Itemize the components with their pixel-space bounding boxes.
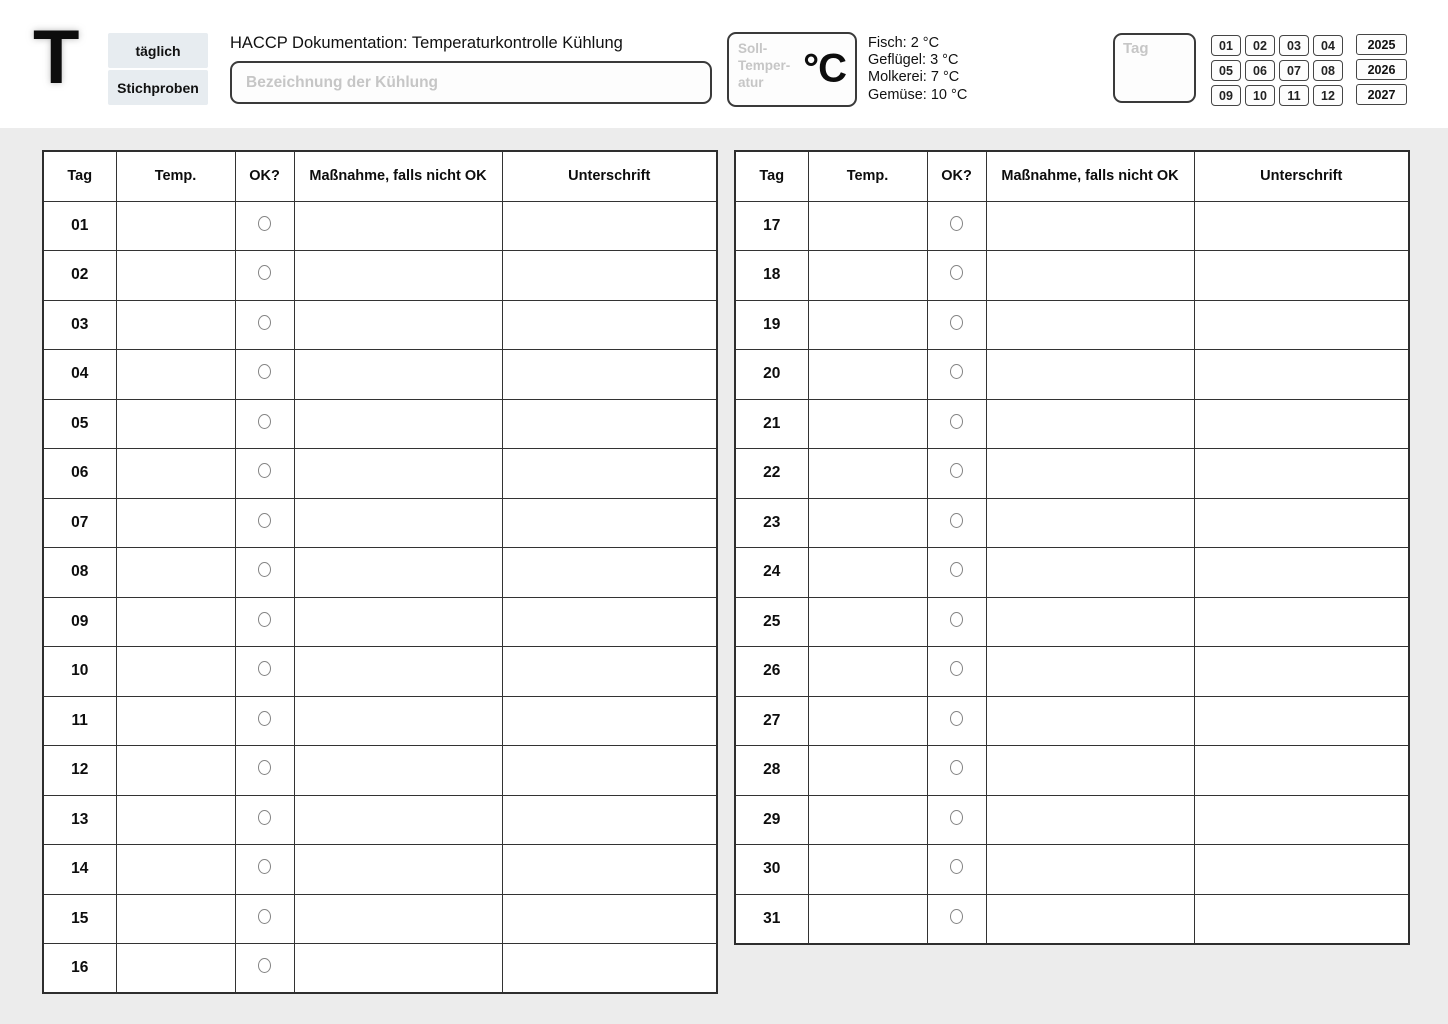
ok-cell	[235, 498, 294, 548]
day-label: 21	[735, 399, 808, 449]
reference-temp-line: Geflügel: 3 °C	[868, 52, 959, 69]
ok-radio[interactable]	[950, 216, 963, 231]
month-option-07[interactable]: 07	[1279, 60, 1309, 81]
table-row	[43, 548, 717, 598]
day-label: 31	[735, 894, 808, 944]
day-label: 16	[43, 944, 116, 994]
day-label: 20	[735, 350, 808, 400]
ok-cell	[235, 350, 294, 400]
signature-cell[interactable]	[502, 399, 717, 449]
day-label: 25	[735, 597, 808, 647]
ok-cell	[235, 300, 294, 350]
ok-radio[interactable]	[950, 315, 963, 330]
signature-cell[interactable]	[502, 350, 717, 400]
measure-cell[interactable]	[986, 251, 1194, 301]
day-label: 04	[43, 350, 116, 400]
table-row	[735, 845, 1409, 895]
signature-cell[interactable]	[1194, 548, 1409, 598]
ok-radio[interactable]	[258, 859, 271, 874]
ok-radio[interactable]	[258, 364, 271, 379]
table-row	[735, 399, 1409, 449]
column-header: Tag	[735, 151, 808, 201]
ok-cell	[235, 944, 294, 994]
day-label: 26	[735, 647, 808, 697]
signature-cell[interactable]	[502, 300, 717, 350]
day-label: 05	[43, 399, 116, 449]
column-header: Maßnahme, falls nicht OK	[294, 151, 502, 201]
column-header: Temp.	[116, 151, 235, 201]
signature-cell[interactable]	[502, 894, 717, 944]
year-option-2025[interactable]: 2025	[1356, 34, 1407, 55]
temp-cell[interactable]	[116, 300, 235, 350]
ok-radio[interactable]	[950, 612, 963, 627]
day-label: 09	[43, 597, 116, 647]
temp-cell[interactable]	[808, 894, 927, 944]
column-header: Unterschrift	[1194, 151, 1409, 201]
month-option-03[interactable]: 03	[1279, 35, 1309, 56]
frequency-button-taeglich[interactable]: täglich	[108, 33, 208, 68]
table-row	[43, 795, 717, 845]
signature-cell[interactable]	[502, 251, 717, 301]
day-label: 10	[43, 647, 116, 697]
ok-cell	[927, 498, 986, 548]
frequency-toggle-group	[108, 33, 208, 105]
month-option-05[interactable]: 05	[1211, 60, 1241, 81]
signature-cell[interactable]	[502, 795, 717, 845]
temp-cell[interactable]	[808, 845, 927, 895]
signature-cell[interactable]	[502, 647, 717, 697]
ok-cell	[235, 399, 294, 449]
table-row	[735, 696, 1409, 746]
table-row	[735, 350, 1409, 400]
temp-cell[interactable]	[808, 201, 927, 251]
month-option-10[interactable]: 10	[1245, 85, 1275, 106]
brand-logo-t: T	[33, 15, 80, 100]
temp-cell[interactable]	[116, 894, 235, 944]
month-option-04[interactable]: 04	[1313, 35, 1343, 56]
measure-cell[interactable]	[294, 845, 502, 895]
ok-cell	[927, 251, 986, 301]
signature-cell[interactable]	[1194, 399, 1409, 449]
table-row	[735, 548, 1409, 598]
day-label: 15	[43, 894, 116, 944]
table-row	[735, 647, 1409, 697]
table-row	[43, 597, 717, 647]
cooling-name-input[interactable]	[230, 61, 712, 104]
reference-temp-line: Fisch: 2 °C	[868, 35, 940, 51]
table-row	[43, 251, 717, 301]
month-option-11[interactable]: 11	[1279, 85, 1309, 106]
measure-cell[interactable]	[986, 350, 1194, 400]
month-option-09[interactable]: 09	[1211, 85, 1241, 106]
ok-cell	[927, 300, 986, 350]
measure-cell[interactable]	[294, 449, 502, 499]
ok-radio[interactable]	[258, 265, 271, 280]
ok-cell	[927, 845, 986, 895]
ok-cell	[927, 399, 986, 449]
table-row	[43, 201, 717, 251]
ok-cell	[927, 597, 986, 647]
temp-cell[interactable]	[116, 399, 235, 449]
temp-cell[interactable]	[808, 251, 927, 301]
measure-cell[interactable]	[294, 350, 502, 400]
day-label: 11	[43, 696, 116, 746]
ok-radio[interactable]	[258, 463, 271, 478]
column-header: Unterschrift	[502, 151, 717, 201]
measure-cell[interactable]	[294, 498, 502, 548]
target-temperature-placeholder	[738, 40, 790, 91]
ok-cell	[927, 548, 986, 598]
ok-radio[interactable]	[258, 909, 271, 924]
signature-cell[interactable]	[1194, 201, 1409, 251]
table-row	[43, 894, 717, 944]
ok-radio[interactable]	[258, 760, 271, 775]
ok-radio[interactable]	[950, 364, 963, 379]
table-row	[43, 350, 717, 400]
table-row	[43, 944, 717, 994]
ok-cell	[927, 350, 986, 400]
temp-cell[interactable]	[116, 944, 235, 994]
ok-radio[interactable]	[950, 661, 963, 676]
day-label: 23	[735, 498, 808, 548]
ok-cell	[927, 795, 986, 845]
ok-cell	[235, 647, 294, 697]
target-temperature-placeholder-line: atur	[738, 75, 764, 90]
month-selector	[1211, 35, 1343, 106]
table-header-row	[43, 151, 717, 201]
month-option-02[interactable]: 02	[1245, 35, 1275, 56]
ok-cell	[927, 696, 986, 746]
day-label: 07	[43, 498, 116, 548]
ok-radio[interactable]	[258, 958, 271, 973]
table-row	[735, 449, 1409, 499]
signature-cell[interactable]	[1194, 894, 1409, 944]
temp-cell[interactable]	[808, 498, 927, 548]
temp-cell[interactable]	[808, 746, 927, 796]
ok-radio[interactable]	[950, 562, 963, 577]
measure-cell[interactable]	[294, 548, 502, 598]
signature-cell[interactable]	[1194, 300, 1409, 350]
temp-cell[interactable]	[116, 548, 235, 598]
ok-radio[interactable]	[258, 414, 271, 429]
ok-cell	[235, 696, 294, 746]
column-header: OK?	[235, 151, 294, 201]
ok-radio[interactable]	[258, 612, 271, 627]
temp-cell[interactable]	[116, 498, 235, 548]
signature-cell[interactable]	[1194, 597, 1409, 647]
measure-cell[interactable]	[986, 647, 1194, 697]
measure-cell[interactable]	[986, 597, 1194, 647]
measure-cell[interactable]	[294, 251, 502, 301]
measure-cell[interactable]	[986, 696, 1194, 746]
temp-cell[interactable]	[116, 449, 235, 499]
table-row	[43, 746, 717, 796]
year-selector	[1356, 34, 1407, 105]
table-row	[43, 449, 717, 499]
day-label: 03	[43, 300, 116, 350]
table-row	[735, 251, 1409, 301]
ok-cell	[235, 746, 294, 796]
signature-cell[interactable]	[1194, 449, 1409, 499]
temp-cell[interactable]	[116, 201, 235, 251]
reference-temperatures	[868, 35, 967, 104]
measure-cell[interactable]	[294, 399, 502, 449]
measure-cell[interactable]	[294, 944, 502, 994]
month-option-01[interactable]: 01	[1211, 35, 1241, 56]
temp-cell[interactable]	[116, 795, 235, 845]
measure-cell[interactable]	[294, 201, 502, 251]
ok-radio[interactable]	[258, 315, 271, 330]
signature-cell[interactable]	[1194, 498, 1409, 548]
table-header-row	[735, 151, 1409, 201]
table-row	[43, 845, 717, 895]
day-label: 08	[43, 548, 116, 598]
reference-temp-line: Gemüse: 10 °C	[868, 86, 968, 103]
day-label: 24	[735, 548, 808, 598]
ok-radio[interactable]	[950, 711, 963, 726]
table-row	[43, 696, 717, 746]
temp-cell[interactable]	[808, 449, 927, 499]
day-label: 27	[735, 696, 808, 746]
temp-cell[interactable]	[808, 647, 927, 697]
temp-cell[interactable]	[116, 746, 235, 796]
signature-cell[interactable]	[1194, 350, 1409, 400]
ok-radio[interactable]	[258, 711, 271, 726]
day-label: 01	[43, 201, 116, 251]
signature-cell[interactable]	[502, 746, 717, 796]
table-row	[735, 795, 1409, 845]
column-header: Temp.	[808, 151, 927, 201]
ok-radio[interactable]	[950, 513, 963, 528]
ok-cell	[235, 894, 294, 944]
ok-radio[interactable]	[950, 909, 963, 924]
signature-cell[interactable]	[1194, 795, 1409, 845]
ok-radio[interactable]	[258, 216, 271, 231]
temperature-log-table-days-1-16	[42, 150, 718, 994]
table-row	[735, 894, 1409, 944]
ok-radio[interactable]	[258, 810, 271, 825]
celsius-unit-label: °C	[803, 46, 846, 91]
target-temperature-placeholder-line: Soll-	[738, 41, 768, 56]
column-header: Maßnahme, falls nicht OK	[986, 151, 1194, 201]
measure-cell[interactable]	[294, 647, 502, 697]
signature-cell[interactable]	[502, 498, 717, 548]
measure-cell[interactable]	[986, 300, 1194, 350]
measure-cell[interactable]	[986, 498, 1194, 548]
ok-cell	[927, 647, 986, 697]
table-row	[43, 300, 717, 350]
temp-cell[interactable]	[808, 696, 927, 746]
temp-cell[interactable]	[808, 399, 927, 449]
target-temperature-input[interactable]	[727, 32, 857, 107]
column-header: OK?	[927, 151, 986, 201]
column-header: Tag	[43, 151, 116, 201]
ok-radio[interactable]	[950, 859, 963, 874]
table-row	[43, 498, 717, 548]
temp-cell[interactable]	[116, 696, 235, 746]
measure-cell[interactable]	[294, 894, 502, 944]
year-option-2027[interactable]: 2027	[1356, 84, 1407, 105]
table-row	[735, 597, 1409, 647]
signature-cell[interactable]	[502, 944, 717, 994]
temp-cell[interactable]	[116, 350, 235, 400]
measure-cell[interactable]	[986, 894, 1194, 944]
signature-cell[interactable]	[1194, 746, 1409, 796]
signature-cell[interactable]	[502, 845, 717, 895]
ok-cell	[235, 795, 294, 845]
signature-cell[interactable]	[502, 449, 717, 499]
ok-radio[interactable]	[258, 562, 271, 577]
signature-cell[interactable]	[1194, 251, 1409, 301]
day-label: 02	[43, 251, 116, 301]
page-title: HACCP Dokumentation: Temperaturkontrolle Kühlung	[230, 34, 623, 52]
measure-cell[interactable]	[294, 597, 502, 647]
ok-cell	[235, 201, 294, 251]
temp-cell[interactable]	[808, 350, 927, 400]
day-label: 18	[735, 251, 808, 301]
ok-radio[interactable]	[950, 760, 963, 775]
header-bar	[0, 0, 1448, 128]
ok-cell	[927, 201, 986, 251]
signature-cell[interactable]	[502, 201, 717, 251]
temp-cell[interactable]	[116, 845, 235, 895]
month-option-08[interactable]: 08	[1313, 60, 1343, 81]
signature-cell[interactable]	[502, 597, 717, 647]
day-label: 19	[735, 300, 808, 350]
ok-cell	[235, 597, 294, 647]
ok-radio[interactable]	[950, 810, 963, 825]
measure-cell[interactable]	[986, 449, 1194, 499]
measure-cell[interactable]	[986, 399, 1194, 449]
ok-cell	[235, 845, 294, 895]
measure-cell[interactable]	[294, 300, 502, 350]
measure-cell[interactable]	[986, 201, 1194, 251]
ok-radio[interactable]	[258, 513, 271, 528]
measure-cell[interactable]	[294, 795, 502, 845]
day-input[interactable]	[1113, 33, 1196, 103]
signature-cell[interactable]	[1194, 696, 1409, 746]
day-label: 17	[735, 201, 808, 251]
measure-cell[interactable]	[294, 746, 502, 796]
day-label: 30	[735, 845, 808, 895]
ok-cell	[927, 746, 986, 796]
ok-cell	[235, 449, 294, 499]
measure-cell[interactable]	[986, 548, 1194, 598]
year-option-2026[interactable]: 2026	[1356, 59, 1407, 80]
day-label: 28	[735, 746, 808, 796]
measure-cell[interactable]	[986, 845, 1194, 895]
temp-cell[interactable]	[116, 647, 235, 697]
month-option-12[interactable]: 12	[1313, 85, 1343, 106]
frequency-button-stichproben[interactable]: Stichproben	[108, 70, 208, 105]
table-row	[43, 399, 717, 449]
signature-cell[interactable]	[1194, 845, 1409, 895]
ok-cell	[235, 548, 294, 598]
temp-cell[interactable]	[808, 795, 927, 845]
table-row	[735, 746, 1409, 796]
temp-cell[interactable]	[116, 597, 235, 647]
day-label: 22	[735, 449, 808, 499]
measure-cell[interactable]	[986, 746, 1194, 796]
signature-cell[interactable]	[1194, 647, 1409, 697]
table-row	[735, 300, 1409, 350]
table-row	[43, 647, 717, 697]
day-label: 12	[43, 746, 116, 796]
temp-cell[interactable]	[808, 597, 927, 647]
ok-radio[interactable]	[950, 463, 963, 478]
measure-cell[interactable]	[986, 795, 1194, 845]
signature-cell[interactable]	[502, 548, 717, 598]
table-row	[735, 498, 1409, 548]
ok-radio[interactable]	[950, 265, 963, 280]
ok-cell	[235, 251, 294, 301]
signature-cell[interactable]	[502, 696, 717, 746]
ok-cell	[927, 894, 986, 944]
temp-cell[interactable]	[808, 548, 927, 598]
measure-cell[interactable]	[294, 696, 502, 746]
table-row	[735, 201, 1409, 251]
month-option-06[interactable]: 06	[1245, 60, 1275, 81]
day-label: 29	[735, 795, 808, 845]
temp-cell[interactable]	[116, 251, 235, 301]
temp-cell[interactable]	[808, 300, 927, 350]
ok-radio[interactable]	[950, 414, 963, 429]
temperature-log-table-days-17-31	[734, 150, 1410, 945]
target-temperature-placeholder-line: Temper-	[738, 58, 791, 73]
reference-temp-line: Molkerei: 7 °C	[868, 69, 960, 86]
ok-cell	[927, 449, 986, 499]
day-label: 14	[43, 845, 116, 895]
day-label: 13	[43, 795, 116, 845]
day-label: 06	[43, 449, 116, 499]
ok-radio[interactable]	[258, 661, 271, 676]
